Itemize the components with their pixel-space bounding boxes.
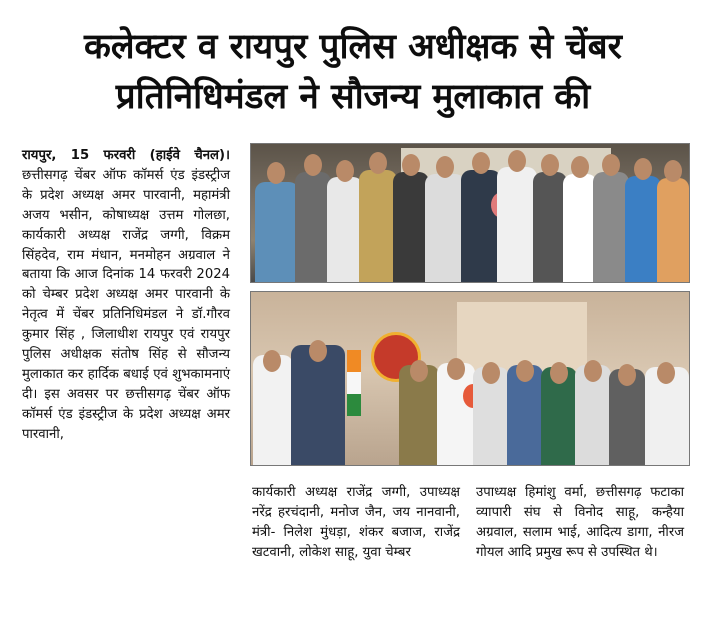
article-column-1 <box>22 146 230 445</box>
person <box>255 182 299 282</box>
headline-line-1: कलेक्टर व रायपुर पुलिस अधीक्षक से चेंबर <box>84 27 622 67</box>
photo-police-meeting <box>250 291 690 466</box>
person-head <box>516 360 534 382</box>
person-head <box>618 364 636 386</box>
article-text-col2: कार्यकारी अध्यक्ष राजेंद्र जग्गी, उपाध्यक्ष नरेंद्र हरचंदानी, मनोज जैन, जय नानवानी, मंत्री- निलेश मुंधड़ा, शंकर बजाज, राजेंद्र खटवानी, लोकेश साहू, युवा चेम्बर <box>252 485 460 560</box>
person <box>425 174 465 282</box>
person-head <box>369 152 387 174</box>
person <box>497 167 537 282</box>
person-head <box>482 362 500 384</box>
person-head <box>447 358 465 380</box>
headline <box>0 22 706 122</box>
person <box>657 178 689 282</box>
person-head <box>472 152 490 174</box>
person-head <box>508 150 526 172</box>
person-head <box>304 154 322 176</box>
person <box>359 170 397 282</box>
headline-line-2: प्रतिनिधिमंडल ने सौजन्य मुलाकात की <box>115 77 591 117</box>
person-head <box>541 154 559 176</box>
person-head <box>402 154 420 176</box>
person-head <box>571 156 589 178</box>
person-head <box>309 340 327 362</box>
article-column-3 <box>476 483 684 563</box>
person <box>291 345 345 465</box>
person-head <box>584 360 602 382</box>
person <box>593 172 629 282</box>
flag-green <box>347 394 361 416</box>
photo-collector-meeting <box>250 143 690 283</box>
person-head <box>263 350 281 372</box>
person <box>393 172 429 282</box>
person <box>533 172 567 282</box>
flag-saffron <box>347 350 361 372</box>
person <box>461 170 501 282</box>
person-head <box>602 154 620 176</box>
article-column-2 <box>252 483 460 563</box>
person <box>327 177 363 282</box>
person-head <box>664 160 682 182</box>
person-head <box>336 160 354 182</box>
person-head <box>634 158 652 180</box>
person-head <box>410 360 428 382</box>
dateline: रायपुर, 15 फरवरी (हाईवे चैनल)। <box>22 148 230 163</box>
person-head <box>267 162 285 184</box>
person-head <box>436 156 454 178</box>
flag-white <box>347 372 361 394</box>
article-text-col1: छत्तीसगढ़ चेंबर ऑफ कॉमर्स एंड इंडस्ट्रीज के प्रदेश अध्यक्ष अमर पारवानी, महामंत्री अजय भसीन, कोषाध्यक्ष उत्तम गोलछा, कार्यकारी अध्यक्ष राजेंद्र जग्गी, विक्रम सिंहदेव, राम मंधान, मनमोहन अग्रवाल ने बताया कि आज दिनांक 14 फरवरी 2024 को चेम्बर प्रदेश अध्यक्ष अमर पारवानी के नेतृत्व में चेंबर प्रतिनिधिमंडल ने डॉ.गौरव कुमार सिंह , जिलाधीश रायपुर एवं रायपुर पुलिस अधीक्षक संतोष सिंह से सौजन्य मुलाकात कर हार्दिक बधाई एवं शुभकामनाएं दी। इस अवसर पर छत्तीसगढ़ चेंबर ऑफ कॉमर्स एंड इंडस्ट्रीज के प्रदेश अध्यक्ष अमर पारवानी, <box>22 167 230 442</box>
person <box>295 172 331 282</box>
person <box>563 174 597 282</box>
person-head <box>657 362 675 384</box>
article-text-col3: उपाध्यक्ष हिमांशु वर्मा, छत्तीसगढ़ फटाका व्यापारी संघ से विनोद साहू, कन्हैया अग्रवाल, सलाम भाई, आदित्य डागा, नीरज गोयल आदि प्रमुख रूप से उपस्थित थे। <box>476 485 684 560</box>
person-head <box>550 362 568 384</box>
person <box>625 176 661 282</box>
